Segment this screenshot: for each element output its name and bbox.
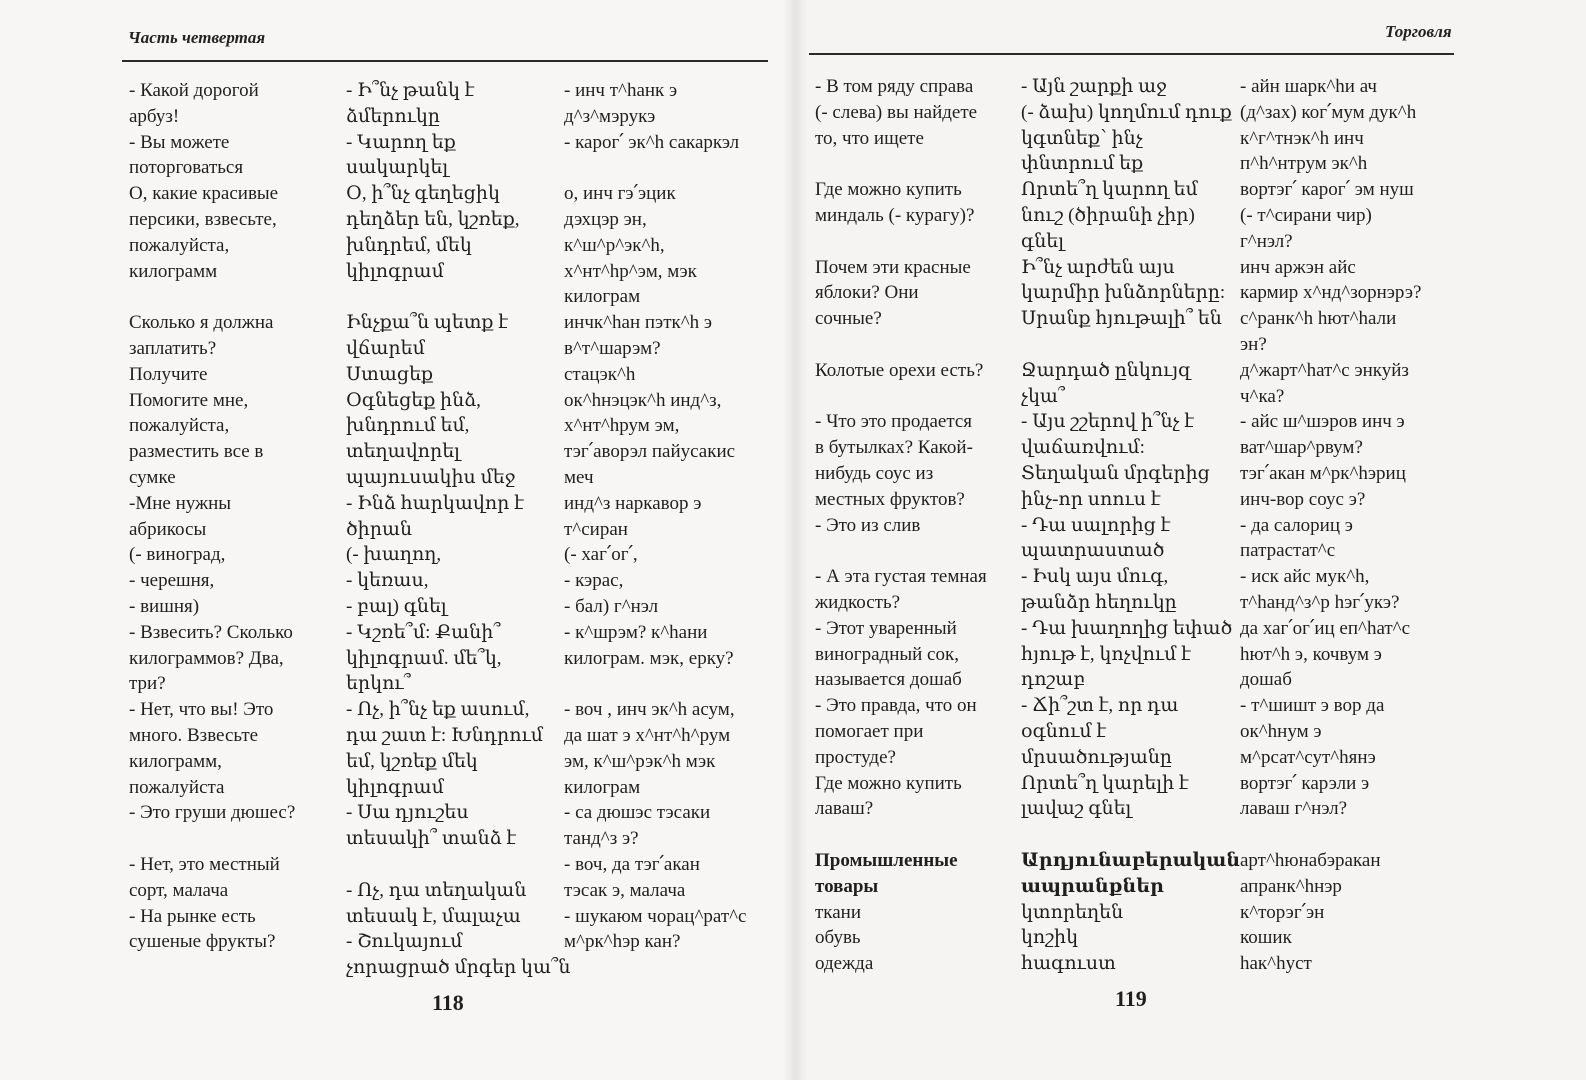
text-line: килограмм [129, 260, 218, 282]
text-line: п^h^нтрум эк^h [1240, 153, 1368, 175]
text-line: яблоки? Они [815, 282, 919, 304]
text-line: нибудь соус из [815, 462, 934, 484]
text-line: товары [815, 875, 879, 897]
text-line: - Взвесить? Сколько [129, 621, 293, 643]
text-line: тэг՛аворэл пайусакис [564, 441, 736, 463]
text-line: (- խաղող, [346, 544, 442, 566]
text-line: խնդրեմ, մեկ [346, 234, 472, 256]
text-line: - А эта густая темная [815, 566, 987, 588]
text-line: ват^шар^рвум? [1240, 437, 1363, 459]
text-line: - инч т^hанк э [564, 80, 678, 101]
text-line: - Ոչ, դա տեղական [346, 879, 527, 901]
text-line: вортэг՛ карог՛ эм нуш [1240, 179, 1414, 201]
text-line: т^hанд^з^р hэг՛укэ? [1240, 591, 1400, 613]
text-line: վաճառվում: [1021, 437, 1145, 459]
text-line: сорт, малача [129, 879, 229, 901]
text-line: նուշ (ծիրանի չիր) [1021, 204, 1195, 226]
text-line: инч-вор соус э? [1240, 488, 1366, 510]
text-line: - Սա դյուշես [346, 802, 469, 824]
text-line: տեսակի՞ տանձ է [346, 828, 517, 850]
text-line: - Нет, что вы! Это [129, 699, 274, 721]
text-line: Սրանք հյութալի՞ են [1021, 308, 1222, 330]
text-line: օգնում է [1021, 720, 1107, 742]
text-line: - воч , инч эк^h асум, [564, 699, 735, 721]
text-line: называется дошаб [815, 669, 962, 691]
text-line: երկու՞ [346, 673, 411, 695]
transliteration-column-left [564, 78, 746, 955]
text-line: жидкость? [815, 591, 901, 613]
text-line: в^т^шарэм? [564, 337, 661, 359]
text-line: չկա՞ [1021, 385, 1066, 407]
text-line: о, инч гэ՛эцик [564, 183, 676, 205]
text-line [815, 151, 987, 177]
text-line: м^рсат^сут^hянэ [1240, 746, 1376, 768]
text-line: կարմիր խնձորները: [1021, 282, 1226, 304]
text-line: - Դա խաղողից եփած [1021, 617, 1233, 639]
text-line: կիլոգրամ [346, 260, 444, 282]
text-line: դեղձեր են, կշռեք, [346, 208, 520, 230]
text-line [1240, 822, 1421, 848]
text-line: х^нт^hр^эм, мэк [564, 260, 697, 282]
text-line: (- виноград, [129, 544, 226, 566]
text-line: - Կշռե՞մ: Քանի՞ [346, 621, 501, 643]
text-line: лаваш г^нэл? [1240, 798, 1348, 820]
text-line: - бал) г^нэл [564, 595, 659, 617]
text-line: Տեղական մրգերից [1021, 462, 1210, 484]
text-line: эн? [1240, 333, 1267, 355]
text-line: килограм [564, 776, 641, 798]
text-line: Ի՞նչ արժեն այս [1021, 256, 1175, 278]
text-line: - айс ш^шэров инч э [1240, 411, 1405, 433]
text-line: сушеные фрукты? [129, 931, 276, 953]
text-line: ткани [815, 901, 862, 923]
text-line: ծիրան [346, 518, 413, 540]
text-line: Где можно купить [815, 772, 962, 794]
text-line: - բալ) գնել [346, 595, 447, 617]
text-line: тэг՛акан м^рк^hэриц [1240, 462, 1406, 484]
text-line: к^ш^р^эк^h, [564, 234, 665, 256]
text-line: кармир х^нд^зорнэрэ? [1240, 282, 1422, 304]
text-line: - карог՛ эк^h сакаркэл [564, 131, 740, 153]
text-line [564, 155, 746, 181]
text-line: - Կարող եք [346, 131, 456, 153]
text-line: д^жарт^hат^с энкуйз [1240, 359, 1409, 381]
text-line: - Ինձ հարկավոր է [346, 492, 524, 514]
text-line: կտորեղեն [1021, 901, 1124, 923]
text-line: - Нет, это местный [129, 853, 280, 875]
text-line: Ինչքա՞ն պետք է [346, 312, 508, 334]
text-line: (- слева) вы найдете [815, 101, 978, 123]
text-line: Промышленные [815, 849, 958, 871]
text-line: - вишня) [129, 595, 200, 617]
text-line: (- т^сирани чир) [1240, 204, 1372, 226]
text-line: Արդյունաբերական [1021, 849, 1241, 871]
text-line: поторговаться [129, 157, 244, 179]
text-line: Օ, ի՞նչ գեղեցիկ [346, 183, 500, 205]
text-line: обувь [815, 927, 861, 949]
text-line: Որտե՞ղ կարելի է [1021, 772, 1189, 794]
text-line: կգտնեք՝ ինչ [1021, 127, 1143, 149]
text-line: лаваш? [815, 798, 874, 820]
text-line: - Это из слив [815, 514, 921, 536]
text-line: դա շատ է: Խնդրում [346, 724, 544, 746]
text-line: - В том ряду справа [815, 76, 974, 97]
text-line: թանձր հեղուկը [1021, 591, 1177, 613]
text-line: (- хаг՛ог՛, [564, 544, 638, 566]
text-line: տեղավորել [346, 441, 460, 463]
text-line: Где можно купить [815, 179, 962, 201]
text-line: - Что это продается [815, 411, 973, 433]
text-line: - Ի՞նչ թանկ է [346, 80, 475, 101]
text-line: к^г^тнэк^h инч [1240, 127, 1364, 149]
text-line: կիլոգրամ. մե՞կ, [346, 647, 502, 669]
text-line [129, 284, 295, 310]
running-header-right: Торговля [1385, 22, 1452, 41]
text-line: арт^hюнабэракан [1240, 849, 1381, 871]
text-line [815, 538, 987, 564]
text-line: - Այն շարքի աջ [1021, 76, 1167, 97]
text-line: -Мне нужны [129, 492, 232, 514]
text-line: с^ранк^h hют^hали [1240, 308, 1397, 330]
text-line: Колотые орехи есть? [815, 359, 984, 381]
text-line: - Ճի՞շտ է, որ դա [1021, 695, 1179, 717]
text-line [346, 284, 570, 310]
russian-column-right [815, 74, 987, 977]
text-line: дошаб [1240, 669, 1292, 691]
text-line: ձմերուկը [346, 105, 440, 127]
text-line: много. Взвесьте [129, 724, 259, 746]
text-line: - т^шишт э вор да [1240, 695, 1385, 717]
text-line: Помогите мне, [129, 389, 249, 411]
text-line: три? [129, 673, 166, 695]
text-line: виноградный сок, [815, 643, 959, 665]
text-line: сочные? [815, 308, 882, 330]
text-line: փնտրում եք [1021, 153, 1144, 175]
text-line: килограм. мэк, ерку? [564, 647, 734, 669]
text-line: - Какой дорогой [129, 80, 259, 101]
text-line: - Այս շշերով ի՞նչ է [1021, 411, 1194, 433]
text-line [129, 826, 295, 852]
text-line: тэсак э, малача [564, 879, 686, 901]
text-line [1021, 332, 1240, 358]
text-line [1021, 822, 1240, 848]
text-line: т^сиран [564, 518, 628, 540]
text-line [346, 852, 570, 878]
text-line: разместить все в [129, 441, 264, 463]
text-line: հագուստ [1021, 953, 1116, 975]
right-page [795, 0, 1586, 1080]
text-line: (д^зах) ког՛мум дук^h [1240, 101, 1417, 123]
text-line: д^з^мэрукэ [564, 105, 656, 127]
text-line: пожалуйста, [129, 415, 230, 437]
text-line: Ջարդած ընկույզ [1021, 359, 1192, 381]
text-line: եմ, կշռեք մեկ [346, 750, 478, 772]
text-line: hют^h э, кочвум э [1240, 643, 1382, 665]
text-line: տեսակ է, մալաչա [346, 905, 521, 927]
text-line: ապրանքներ [1021, 875, 1164, 897]
text-line: (- ձախ) կողմում դուք [1021, 101, 1232, 123]
text-line: танд^з э? [564, 828, 639, 850]
text-line: գնել [1021, 230, 1065, 252]
text-line: - Этот уваренный [815, 617, 957, 639]
text-line: - Вы можете [129, 131, 230, 153]
text-line: Օգնեցեք ինձ, [346, 389, 481, 411]
text-line: абрикосы [129, 518, 207, 540]
text-line: местных фруктов? [815, 488, 965, 510]
russian-column-left [129, 78, 295, 955]
text-line: - айн шарк^hи ач [1240, 76, 1377, 97]
text-line: инч аржэн айс [1240, 256, 1356, 278]
text-line: Ստացեք [346, 363, 434, 385]
text-line: - На рынке есть [129, 905, 256, 927]
text-line: hак^hуст [1240, 953, 1312, 975]
text-line: հյութ է, կոչվում է [1021, 643, 1191, 665]
header-rule-left [122, 60, 768, 62]
text-line: - шукаюм чорац^рат^с [564, 905, 747, 927]
text-line: кошик [1240, 927, 1292, 949]
text-line: да хаг՛ог՛иц еп^hат^с [1240, 617, 1411, 639]
text-line: инчк^hан пэтк^h э [564, 312, 713, 334]
text-line [564, 671, 746, 697]
header-rule-right [809, 53, 1454, 55]
text-line: арбуз! [129, 105, 180, 127]
text-line: килограммов? Два, [129, 647, 284, 669]
text-line: О, какие красивые [129, 183, 279, 205]
text-line: - Это груши дюшес? [129, 802, 296, 824]
text-line: меч [564, 466, 594, 488]
text-line: в бутылках? Какой- [815, 437, 973, 459]
text-line: - Это правда, что он [815, 695, 977, 717]
text-line [815, 384, 987, 410]
text-line: инд^з наркавор э [564, 492, 702, 514]
text-line: դոշաբ [1021, 669, 1086, 691]
text-line: помогает при [815, 720, 924, 742]
text-line: - кэрас, [564, 570, 624, 592]
text-line: заплатить? [129, 337, 217, 359]
text-line: - Իսկ այս մուգ, [1021, 566, 1169, 588]
text-line: - Շուկայում [346, 931, 463, 953]
text-line: вортэг՛ карэли э [1240, 772, 1370, 794]
text-line: լավաշ գնել [1021, 798, 1132, 820]
text-line: да шат э х^нт^h^рум [564, 724, 731, 746]
text-line: սակարկել [346, 157, 449, 179]
text-line: персики, взвесьте, [129, 208, 277, 230]
text-line: килограмм, [129, 750, 222, 772]
text-line: - к^шрэм? к^hани [564, 621, 708, 643]
text-line: м^рк^hэр кан? [564, 931, 681, 953]
text-line: эм, к^ш^рэк^h мэк [564, 750, 716, 772]
text-line: дэхцэр эн, [564, 208, 647, 230]
text-line: կիլոգրամ [346, 776, 444, 798]
text-line: то, что ищете [815, 127, 924, 149]
armenian-column-right [1021, 74, 1240, 977]
text-line: պայուսակիս մեջ [346, 466, 516, 488]
text-line: չորացրած մրգեր կա՞ն [346, 957, 571, 979]
text-line: к^торэг՛эн [1240, 901, 1325, 923]
text-line: Получите [129, 363, 208, 385]
text-line: կոշիկ [1021, 927, 1079, 949]
text-line: пожалуйста [129, 776, 225, 798]
text-line: миндаль (- курагу)? [815, 204, 975, 226]
page-number-right: 119 [1115, 986, 1147, 1011]
page-number-left: 118 [432, 990, 464, 1015]
text-line: пожалуйста, [129, 234, 230, 256]
text-line: մրսածությանը [1021, 746, 1172, 768]
text-line: - да салориц э [1240, 514, 1353, 536]
text-line: - կեռաս, [346, 570, 429, 592]
text-line: х^нт^hрум эм, [564, 415, 680, 437]
text-line: ок^hнэцэк^h инд^з, [564, 389, 722, 411]
text-line: պատրաստած [1021, 540, 1165, 562]
text-line: Почем эти красные [815, 256, 971, 278]
text-line [815, 229, 987, 255]
text-line: - са дюшэс тэсаки [564, 802, 711, 824]
text-line: килограм [564, 286, 641, 308]
text-line: Որտե՞ղ կարող եմ [1021, 179, 1198, 201]
text-line: վճարեմ [346, 337, 425, 359]
text-line: апранк^hнэр [1240, 875, 1342, 897]
text-line: стацэк^h [564, 363, 636, 385]
text-line: ч^ка? [1240, 385, 1285, 407]
text-line: Сколько я должна [129, 312, 274, 334]
text-line: ինչ-որ սոուս է [1021, 488, 1161, 510]
text-line: сумке [129, 466, 176, 488]
text-line: - черешня, [129, 570, 215, 592]
text-line: простуде? [815, 746, 896, 768]
text-line: одежда [815, 953, 874, 975]
text-line: г^нэл? [1240, 230, 1293, 252]
text-line [815, 332, 987, 358]
text-line: - иск айс мук^h, [1240, 566, 1370, 588]
text-line: - Դա սալորից է [1021, 514, 1171, 536]
book-gutter [783, 0, 807, 1080]
text-line: - Ոչ, ի՞նչ եք ասում, [346, 699, 530, 721]
text-line [815, 822, 987, 848]
text-line: - воч, да тэг՛акан [564, 853, 700, 875]
transliteration-column-right [1240, 74, 1421, 977]
text-line: патрастат^с [1240, 540, 1336, 562]
running-header-left: Часть четвертая [128, 28, 266, 47]
armenian-column-left [346, 78, 570, 981]
text-line: խնդրում եմ, [346, 415, 470, 437]
text-line: ок^hнум э [1240, 720, 1322, 742]
